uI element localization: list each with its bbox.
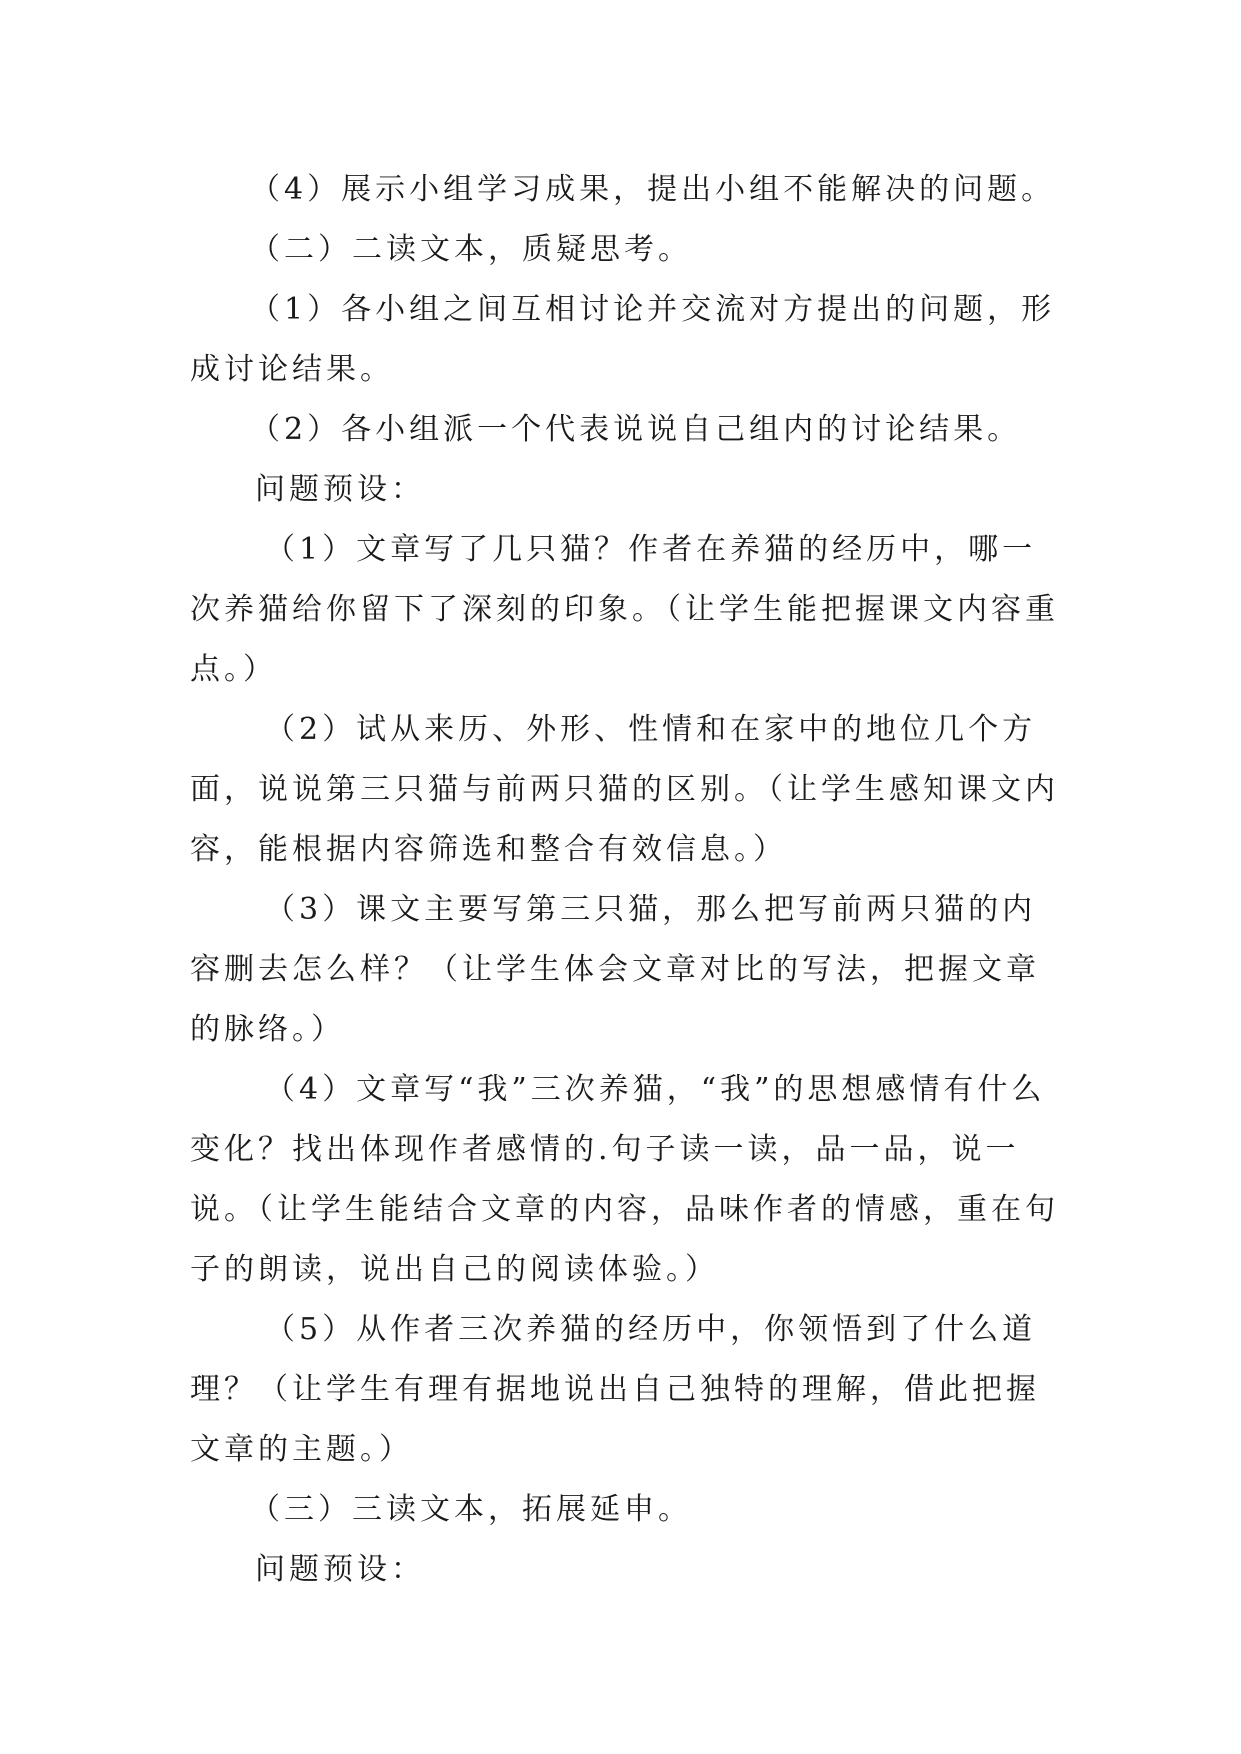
document-body xyxy=(190,160,1070,1600)
question-4: （4）文章写“我”三次养猫，“我”的思想感情有什么变化？找出体现作者感情的.句子读一读，品一品，说一说。（让学生能结合文章的内容，品味作者的情感，重在句子的朗读，说出自己的阅读体验。） xyxy=(190,1072,1059,1287)
label-question-presets: 问题预设： xyxy=(255,472,425,507)
label-question-presets-2: 问题预设： xyxy=(255,1552,425,1587)
paragraph-step-1: （1）各小组之间互相讨论并交流对方提出的问题，形成讨论结果。 xyxy=(190,292,1056,387)
section-heading-third-reading: （三）三读文本，拓展延申。 xyxy=(250,1492,692,1527)
paragraph-step-2: （2）各小组派一个代表说说自己组内的讨论结果。 xyxy=(250,412,1022,447)
paragraph-step-4: （4）展示小组学习成果，提出小组不能解决的问题。 xyxy=(250,172,1056,207)
question-1: （1）文章写了几只猫？作者在养猫的经历中，哪一次养猫给你留下了深刻的印象。（让学生能把握课文内容重点。） xyxy=(190,532,1059,687)
question-3: （3）课文主要写第三只猫，那么把写前两只猫的内容删去怎么样？（让学生体会文章对比的写法，把握文章的脉络。） xyxy=(190,892,1040,1047)
question-2: （2）试从来历、外形、性情和在家中的地位几个方面，说说第三只猫与前两只猫的区别。（让学生感知课文内容，能根据内容筛选和整合有效信息。） xyxy=(190,712,1059,867)
question-5: （5）从作者三次养猫的经历中，你领悟到了什么道理？（让学生有理有据地说出自己独特的理解，借此把握文章的主题。） xyxy=(190,1312,1040,1467)
section-heading-second-reading: （二）二读文本，质疑思考。 xyxy=(250,232,692,267)
